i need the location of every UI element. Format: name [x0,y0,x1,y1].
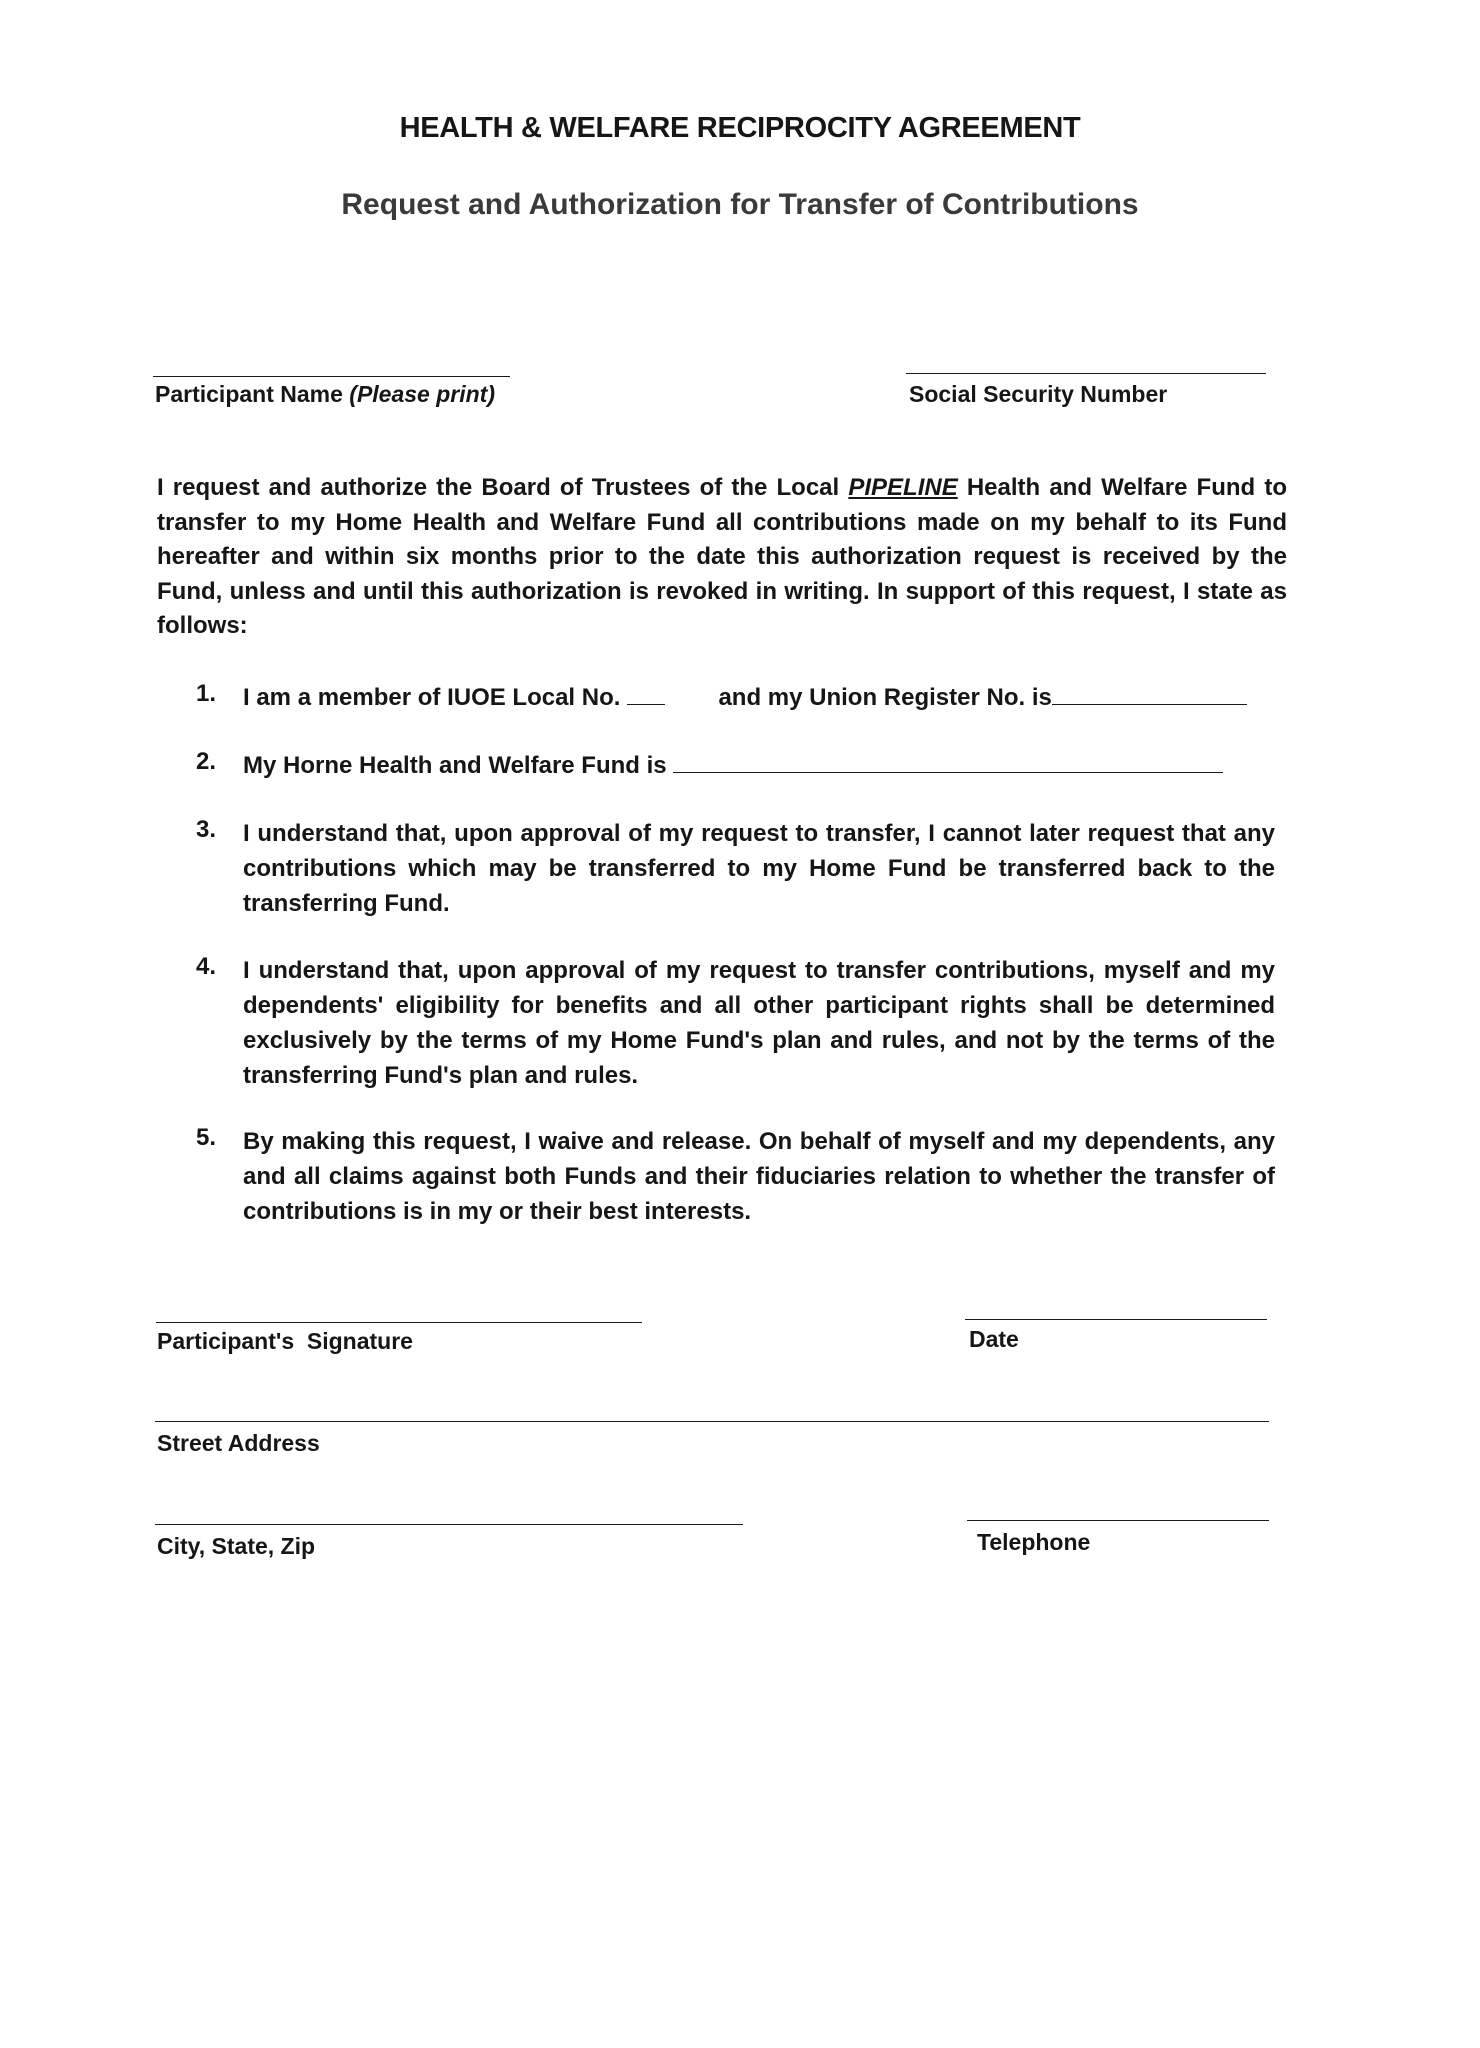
item-number: 3. [196,816,217,843]
authorization-paragraph [157,471,1287,644]
list-item-3: I understand that, upon approval of my request to transfer, I cannot later request that any contributions which may be transferred to my Home Fund be transferred back to the transferring Fund. [243,820,1275,917]
local-number-label: I am a member of IUOE Local No. [243,684,621,711]
city-state-zip-label: City, State, Zip [157,1533,316,1559]
paragraph-part-1: I request and authorize the Board of Trustees of the Local [157,474,849,501]
item-number: 2. [196,748,217,775]
signature-label: Participant's Signature [157,1328,413,1354]
local-number-blank[interactable] [627,703,665,705]
home-fund-label: My Horne Health and Welfare Fund is [243,752,667,779]
list-item-1 [243,680,1283,715]
telephone-line[interactable] [967,1520,1269,1521]
participant-name-label [155,381,495,408]
participant-name-hint: (Please print) [349,381,496,407]
paragraph-part-2: Health and Welfare Fund to transfer to my Home Health and Welfare Fund all contributions made on my behalf to its Fund hereafter and within six months prior to the date this authorization request is received by the Fund, unless and until this authorization is revoked in writing. In support of this request, I state as follows: [157,474,1287,639]
register-number-blank[interactable] [1052,703,1247,705]
document-subtitle: Request and Authorization for Transfer of Contributions [341,188,1139,221]
ssn-label: Social Security Number [909,381,1168,407]
date-line[interactable] [965,1319,1267,1320]
ssn-line[interactable] [906,373,1266,374]
item-number: 1. [196,680,217,707]
fund-name-emphasis: PIPELINE [848,474,958,501]
signature-line[interactable] [156,1322,642,1323]
home-fund-blank[interactable] [673,771,1223,773]
document-title: HEALTH & WELFARE RECIPROCITY AGREEMENT [399,112,1081,144]
list-item-2 [243,748,1283,783]
list-item-4: I understand that, upon approval of my request to transfer contributions, myself and my dependents' eligibility for benefits and all other participant rights shall be determined exclusively by the terms of my Home Fund's plan and rules, and not by the terms of the transferring Fund's plan and rules. [243,957,1275,1089]
participant-name-label-text: Participant Name [155,381,343,407]
list-item-5: By making this request, I waive and release. On behalf of myself and my dependents, any and all claims against both Funds and their fiduciaries relation to whether the transfer of contributions is in my or their best interests. [243,1128,1275,1225]
street-address-line[interactable] [155,1421,1269,1422]
participant-name-line[interactable] [153,376,510,377]
telephone-label: Telephone [977,1529,1091,1555]
date-label: Date [969,1326,1019,1352]
city-state-zip-line[interactable] [155,1524,743,1525]
register-number-label: and my Union Register No. is [718,684,1052,711]
item-number: 5. [196,1124,217,1151]
street-address-label: Street Address [157,1430,320,1456]
item-number: 4. [196,953,217,980]
